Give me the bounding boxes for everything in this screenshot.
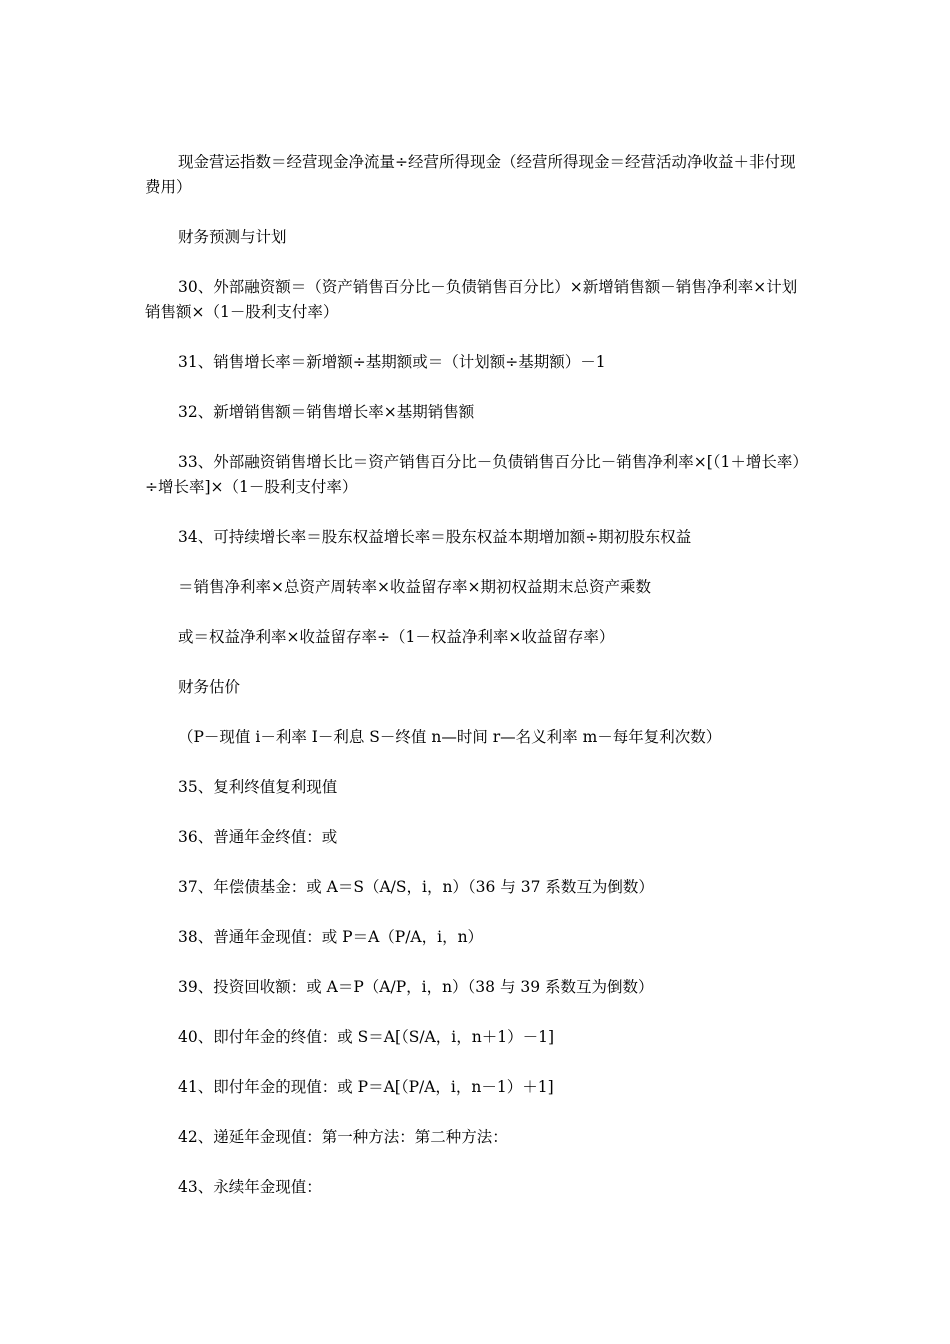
document-body bbox=[145, 150, 810, 1225]
formula-39: 39、投资回收额：或 A＝P（A/P，i，n）（38 与 39 系数互为倒数） bbox=[178, 978, 654, 996]
formula-35: 35、复利终值复利现值 bbox=[178, 778, 338, 796]
formula-40: 40、即付年金的终值：或 S＝A[（S/A，i，n＋1）－1] bbox=[178, 1028, 555, 1046]
formula-30: 30、外部融资额＝（资产销售百分比－负债销售百分比）×新增销售额－销售净利率×计划销售额×（1－股利支付率） bbox=[145, 278, 798, 321]
formula-34-line-2: ＝销售净利率×总资产周转率×收益留存率×期初权益期末总资产乘数 bbox=[178, 578, 651, 596]
heading-financial-valuation: 财务估价 bbox=[178, 678, 241, 696]
paragraph-cash-operating-index: 现金营运指数＝经营现金净流量÷经营所得现金（经营所得现金＝经营活动净收益＋非付现费用） bbox=[145, 153, 796, 196]
formula-34: 34、可持续增长率＝股东权益增长率＝股东权益本期增加额÷期初股东权益 bbox=[178, 528, 692, 546]
formula-31: 31、销售增长率＝新增额÷基期额或＝（计划额÷基期额）－1 bbox=[178, 353, 606, 371]
formula-43: 43、永续年金现值： bbox=[178, 1178, 322, 1196]
symbol-legend: （P－现值 i－利率 I－利息 S－终值 n—时间 r—名义利率 m－每年复利次数） bbox=[178, 728, 722, 746]
formula-37: 37、年偿债基金：或 A＝S（A/S，i，n）（36 与 37 系数互为倒数） bbox=[178, 878, 654, 896]
formula-42: 42、递延年金现值：第一种方法：第二种方法： bbox=[178, 1128, 508, 1146]
formula-33: 33、外部融资销售增长比＝资产销售百分比－负债销售百分比－销售净利率×[（1＋增长率）÷增长率]×（1－股利支付率） bbox=[145, 453, 808, 496]
formula-38: 38、普通年金现值：或 P＝A（P/A，i，n） bbox=[178, 928, 484, 946]
formula-41: 41、即付年金的现值：或 P＝A[（P/A，i，n－1）＋1] bbox=[178, 1078, 554, 1096]
formula-32: 32、新增销售额＝销售增长率×基期销售额 bbox=[178, 403, 475, 421]
formula-34-line-3: 或＝权益净利率×收益留存率÷（1－权益净利率×收益留存率） bbox=[178, 628, 615, 646]
formula-36: 36、普通年金终值：或 bbox=[178, 828, 338, 846]
heading-financial-forecast: 财务预测与计划 bbox=[178, 228, 287, 246]
